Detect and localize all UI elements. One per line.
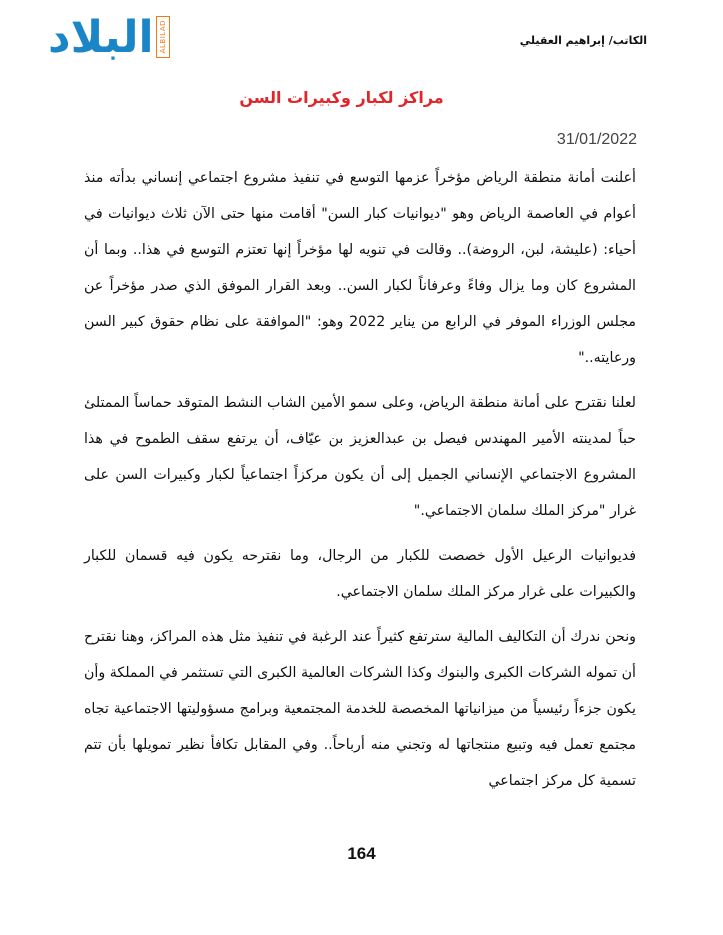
albilad-logo: [48, 14, 170, 64]
logo-text: البلاد: [48, 12, 154, 63]
author-line: الكاتب/ إبراهيم العقيلي: [519, 34, 647, 47]
logo-tag: [156, 16, 170, 58]
paragraph: لعلنا نقترح على أمانة منطقة الرياض، وعلى سمو الأمين الشاب النشط المتوقد حماساً الممتلئ حباً لمدينته الأمير المهندس فيصل بن عبدالعزيز بن عيّاف، أن يرتفع سقف الطموح في هذا المشروع الاجتماعي الإنساني الجميل إلى أن يكون مركزاً اجتماعياً لكبار وكبيرات السن على غرار "مركز الملك سلمان الاجتماعي.": [84, 395, 636, 519]
paragraph: أعلنت أمانة منطقة الرياض مؤخراً عزمها التوسع في تنفيذ مشروع اجتماعي إنساني بدأته منذ أعوام في العاصمة الرياض وهو "ديوانيات كبار السن" أقامت منها حتى الآن ثلاث ديوانيات في أحياء: (عليشة، لبن، الروضة).. وقالت في تنويه لها مؤخراً إنها تعتزم التوسع في هذا.. وبما أن المشروع كان وما يزال وفاءً وعرفاناً لكبار السن.. وبعد القرار الموفق الذي صدر مؤخراً عن مجلس الوزراء الموفر في الرابع من يناير 2022 وهو: "الموافقة على نظام حقوق كبير السن ورعايته..": [84, 170, 637, 366]
paragraph: فديوانيات الرعيل الأول خصصت للكبار من الرجال، وما نقترحه يكون فيه قسمان للكبار والكبيرات على غرار مركز الملك سلمان الاجتماعي.: [84, 548, 636, 600]
logo-tag-text: ALBILAD: [158, 20, 167, 54]
article-title: مراكز لكبار وكبيرات السن: [239, 88, 444, 107]
page-number: 164: [347, 844, 376, 863]
article-date: 31/01/2022: [556, 131, 637, 148]
paragraph: ونحن ندرك أن التكاليف المالية سترتفع كثيراً عند الرغبة في تنفيذ مثل هذه المراكز، وهنا نقترح أن تموله الشركات الكبرى والبنوك وكذا الشركات العالمية الكبرى التي تستثمر في المملكة وأن يكون جزءاً رئيسياً من ميزانياتها المخصصة للخدمة المجتمعية وبرامج مسؤوليتها الاجتماعية تجاه مجتمع تعمل فيه وتبيع منتجاتها له وتجني منه أرباحاً.. وفي المقابل تكافأ نظير تمويلها بأن تتم تسمية كل مركز اجتماعي: [84, 629, 636, 789]
article-body: [84, 160, 636, 808]
